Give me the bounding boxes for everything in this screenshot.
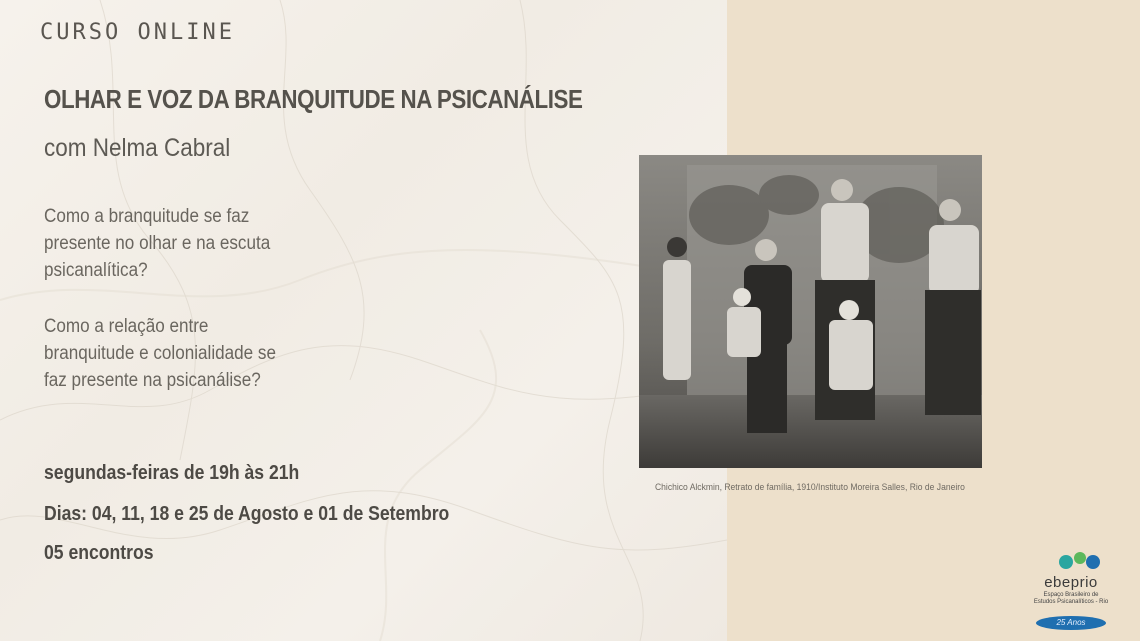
logo-tagline (1030, 592, 1112, 606)
schedule-sessions: 05 encontros (44, 542, 154, 564)
question-line: Como a relação entre (44, 316, 209, 337)
question-line: Como a branquitude se faz (44, 206, 250, 227)
ebeprio-logo-icon (1039, 550, 1121, 574)
question-line: faz presente na psicanálise? (44, 370, 261, 391)
course-kicker: CURSO ONLINE (40, 20, 235, 45)
family-portrait-photo (639, 155, 982, 468)
course-title: OLHAR E VOZ DA BRANQUITUDE NA PSICANÁLISE (44, 84, 583, 114)
photo-caption: Chichico Alckmin, Retrato de família, 1910/Instituto Moreira Salles, Rio de Janeiro (655, 482, 965, 493)
logo-tagline-line: Espaço Brasileiro de (1043, 592, 1099, 598)
question-1 (44, 203, 341, 284)
ebeprio-logo (1030, 550, 1130, 634)
question-line: branquitude e colonialidade se (44, 343, 276, 364)
question-line: psicanalítica? (44, 260, 148, 281)
course-instructor: com Nelma Cabral (44, 134, 231, 162)
schedule-dates: Dias: 04, 11, 18 e 25 de Agosto e 01 de Setembro (44, 503, 450, 525)
schedule-days: segundas-feiras de 19h às 21h (44, 462, 300, 484)
logo-wordmark: ebeprio (1044, 574, 1098, 591)
logo-tagline-line: Estudos Psicanalíticos - Rio (1033, 599, 1109, 605)
question-line: presente no olhar e na escuta (44, 233, 271, 254)
question-2 (44, 313, 341, 394)
anniversary-badge: 25 Anos (1036, 616, 1106, 630)
family-portrait-image (639, 155, 982, 468)
